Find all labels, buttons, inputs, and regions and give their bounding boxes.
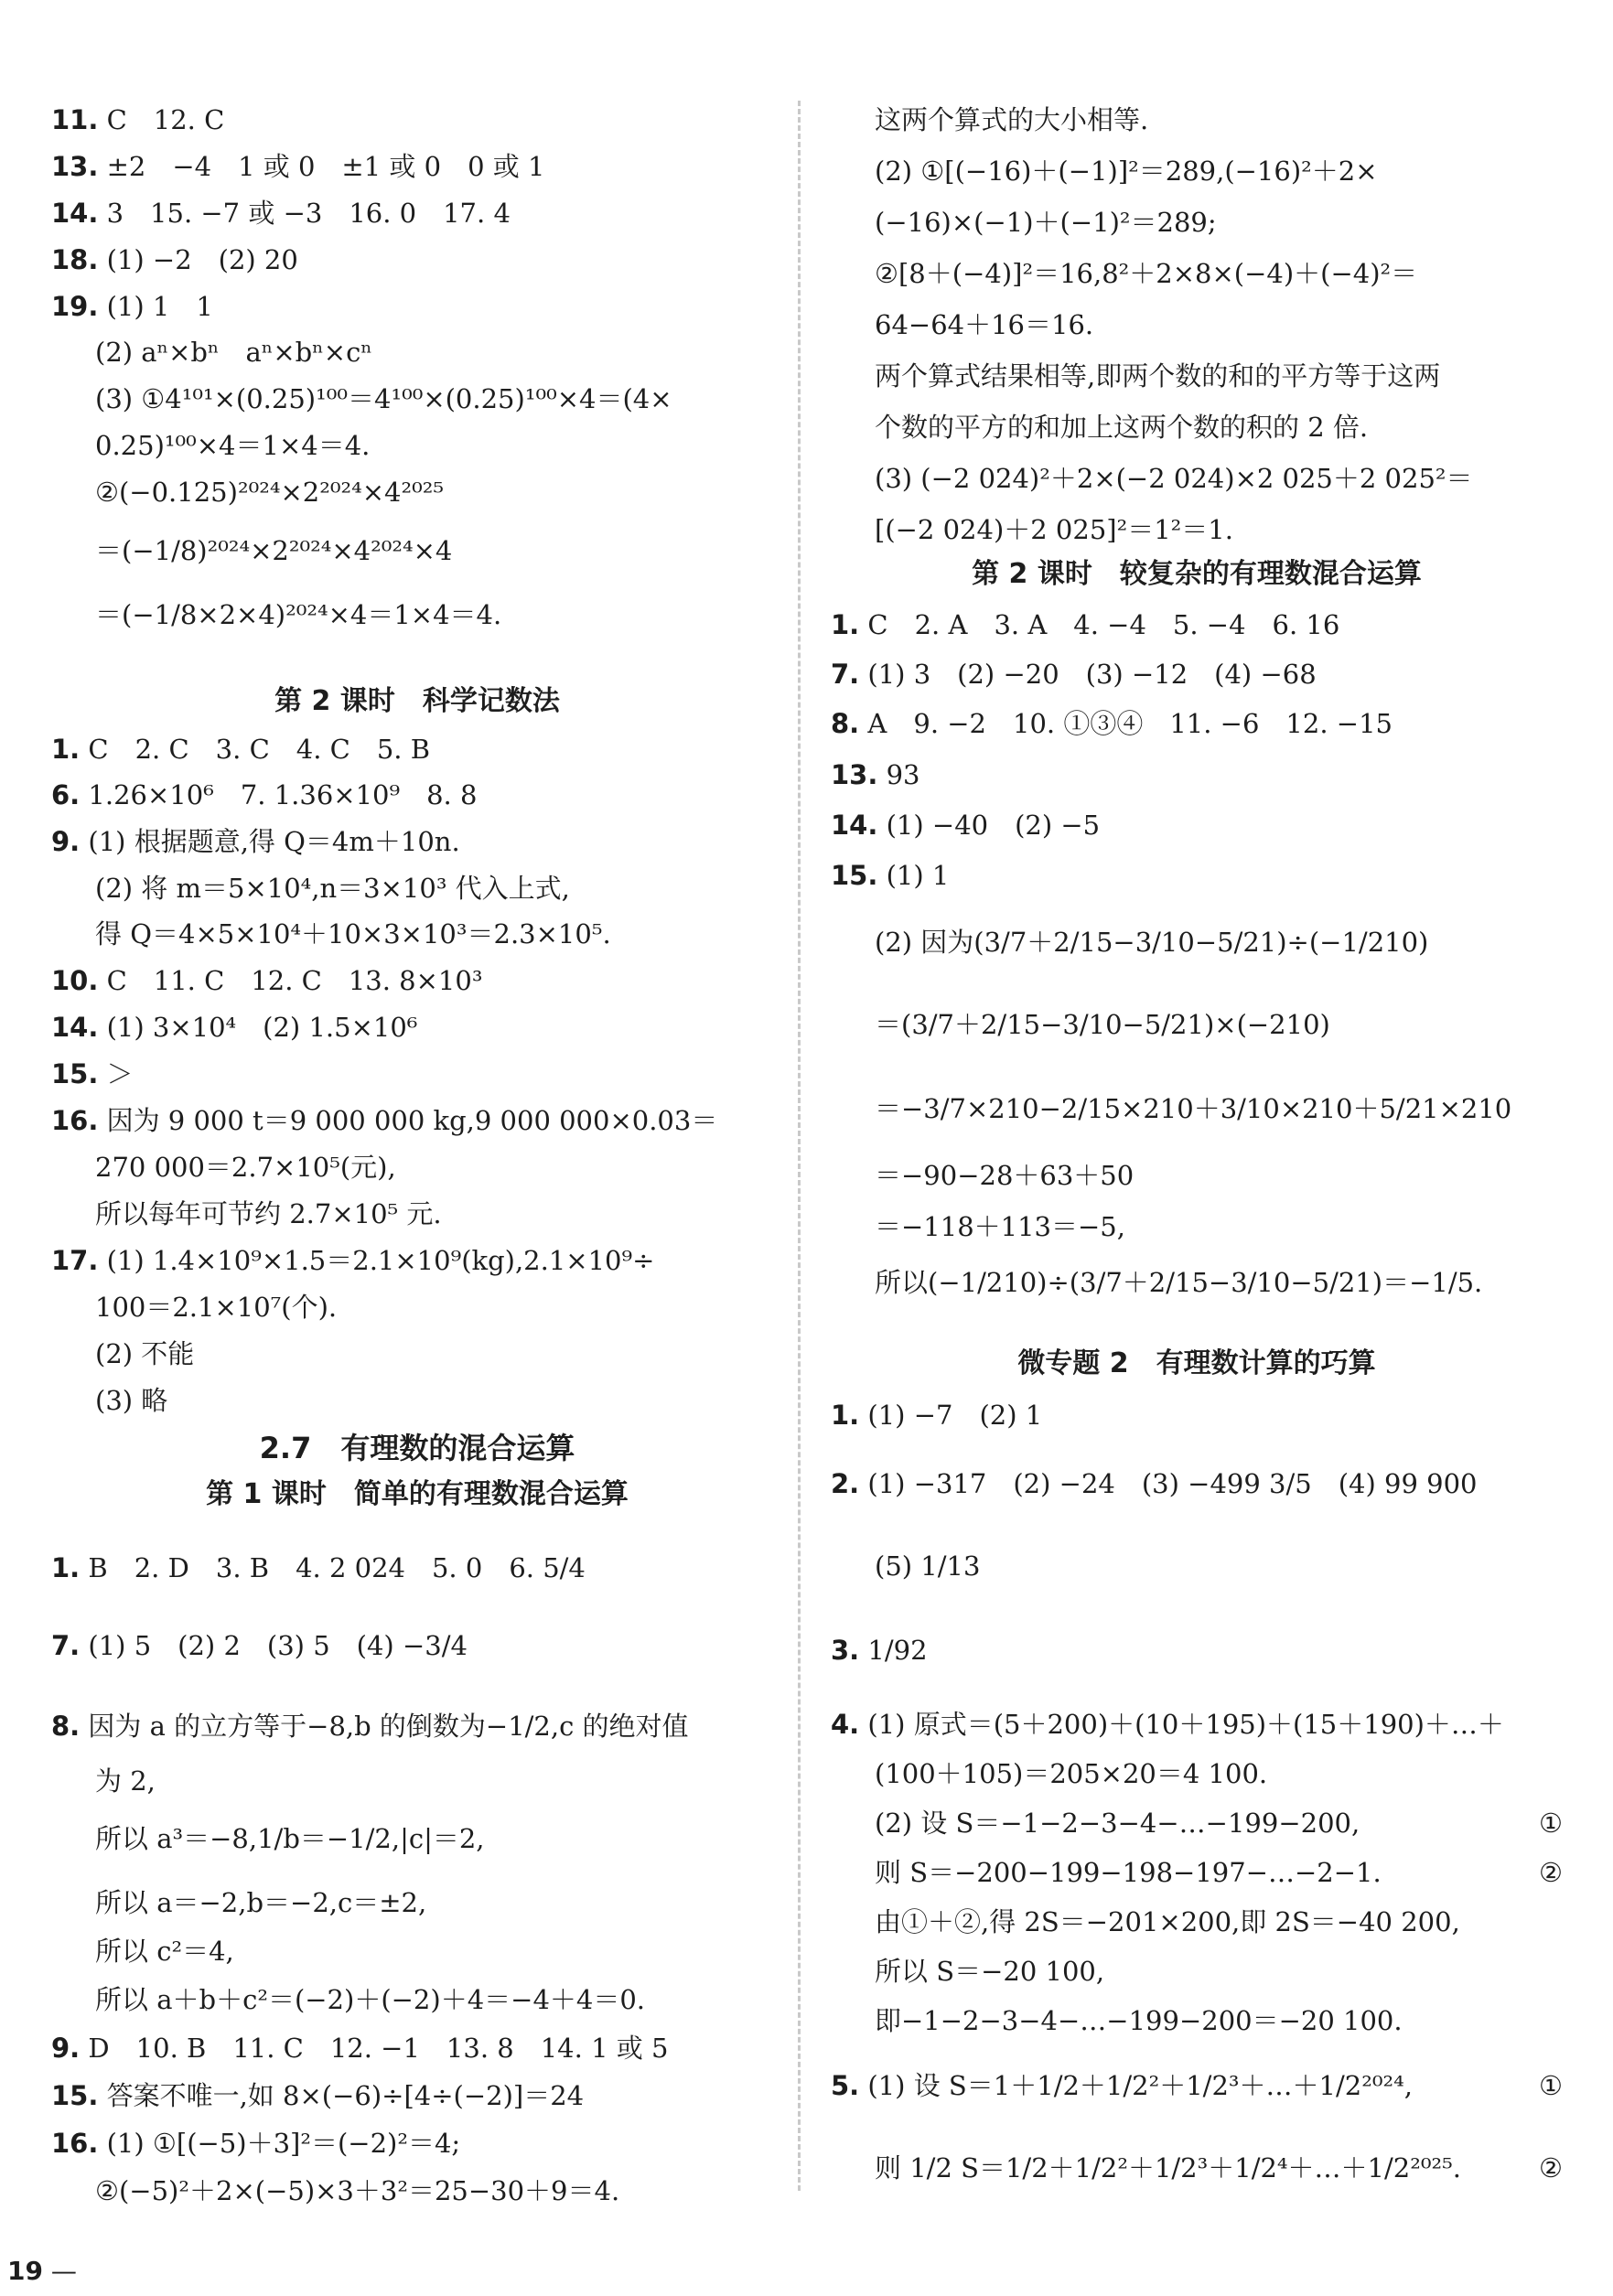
answer-line: 所以每年可节约 2.7×10⁵ 元.	[95, 1198, 442, 1229]
answer-line: (100＋105)＝205×20＝4 100.	[875, 1758, 1268, 1789]
answer-line: 两个算式结果相等,即两个数的和的平方等于这两	[875, 360, 1441, 392]
answer-line: 所以 a＝−2,b＝−2,c＝±2,	[95, 1887, 427, 1918]
answer-line: 15. ＞	[51, 1058, 134, 1089]
answer-line: 100＝2.1×10⁷(个).	[95, 1292, 338, 1323]
answer-line: 7. (1) 5 (2) 2 (3) 5 (4) −3/4	[51, 1630, 468, 1661]
answer-line: 即−1−2−3−4−…−199−200＝−20 100.	[875, 2005, 1403, 2036]
answer-line: 所以(−1/210)÷(3/7＋2/15−3/10−5/21)＝−1/5.	[875, 1267, 1483, 1298]
answer-line: 所以 a＋b＋c²＝(−2)＋(−2)＋4＝−4＋4＝0.	[95, 1984, 646, 2015]
section-heading: 第 2 课时 较复杂的有理数混合运算	[972, 558, 1422, 590]
equation-marker: ①	[1539, 2070, 1563, 2101]
answer-line: 为 2,	[95, 1765, 156, 1797]
answer-line: (2) 不能	[95, 1338, 195, 1369]
answer-line: 由①＋②,得 2S＝−201×200,即 2S＝−40 200,	[875, 1906, 1460, 1937]
answer-line: 9. D 10. B 11. C 12. −1 13. 8 14. 1 或 5	[51, 2033, 669, 2064]
footer-dash: —	[50, 2256, 77, 2286]
answer-line: (5) 1/13	[875, 1550, 981, 1582]
answer-line: 这两个算式的大小相等.	[875, 104, 1149, 135]
answer-line: ＝−118＋113＝−5,	[875, 1211, 1125, 1242]
answer-line: 4. (1) 原式＝(5＋200)＋(10＋195)＋(15＋190)＋…＋	[831, 1709, 1504, 1740]
answer-line: ＝−90−28＋63＋50	[875, 1160, 1134, 1191]
answer-line: 0.25)¹⁰⁰×4＝1×4＝4.	[95, 430, 371, 461]
answer-line: [(−2 024)＋2 025]²＝1²＝1.	[875, 514, 1233, 545]
answer-line: 19. (1) 1 1	[51, 291, 213, 322]
answer-line: ＝−3/7×210−2/15×210＋3/10×210＋5/21×210	[875, 1093, 1512, 1124]
answer-line: 1. B 2. D 3. B 4. 2 024 5. 0 6. 5/4	[51, 1552, 586, 1583]
answer-line: (2) 将 m＝5×10⁴,n＝3×10³ 代入上式,	[95, 873, 570, 904]
answer-line: 1. C 2. A 3. A 4. −4 5. −4 6. 16	[831, 609, 1340, 640]
section-heading: 第 2 课时 科学记数法	[274, 685, 560, 717]
page-footer	[7, 2256, 77, 2286]
answer-line: (2) ①[(−16)＋(−1)]²＝289,(−16)²＋2×	[875, 156, 1378, 187]
answer-line: 所以 c²＝4,	[95, 1936, 234, 1967]
equation-marker: ②	[1539, 2152, 1563, 2183]
answer-line: (3) ①4¹⁰¹×(0.25)¹⁰⁰＝4¹⁰⁰×(0.25)¹⁰⁰×4＝(4×	[95, 383, 672, 414]
answer-line: 所以 S＝−20 100,	[875, 1956, 1105, 1987]
section-heading: 微专题 2 有理数计算的巧算	[1017, 1347, 1376, 1379]
answer-line: 9. (1) 根据题意,得 Q＝4m＋10n.	[51, 826, 460, 857]
answer-line: 14. 3 15. −7 或 −3 16. 0 17. 4	[51, 198, 511, 229]
answer-line: 则 S＝−200−199−198−197−…−2−1. ②	[875, 1857, 1563, 1888]
answer-line: 270 000＝2.7×10⁵(元),	[95, 1152, 396, 1183]
equation-marker: ②	[1539, 1857, 1563, 1888]
answer-line: 7. (1) 3 (2) −20 (3) −12 (4) −68	[831, 659, 1317, 690]
answer-line: ②(−0.125)²⁰²⁴×2²⁰²⁴×4²⁰²⁵	[95, 477, 444, 508]
answer-line: (2) aⁿ×bⁿ aⁿ×bⁿ×cⁿ	[95, 337, 372, 368]
answer-line: 3. 1/92	[831, 1635, 928, 1666]
answer-line: 6. 1.26×10⁶ 7. 1.36×10⁹ 8. 8	[51, 779, 478, 810]
answer-line: ＝(3/7＋2/15−3/10−5/21)×(−210)	[875, 1009, 1330, 1040]
answer-line: 11. C 12. C	[51, 104, 225, 135]
answer-line: 10. C 11. C 12. C 13. 8×10³	[51, 965, 483, 996]
answer-line: 13. 93	[831, 759, 920, 790]
answer-line: 16. 因为 9 000 t＝9 000 000 kg,9 000 000×0.03＝	[51, 1105, 718, 1136]
answer-line: ＝(−1/8×2×4)²⁰²⁴×4＝1×4＝4.	[95, 599, 502, 630]
answer-line: 18. (1) −2 (2) 20	[51, 244, 298, 275]
answer-line: 5. (1) 设 S＝1＋1/2＋1/2²＋1/2³＋…＋1/2²⁰²⁴, ①	[831, 2056, 1563, 2115]
answer-line: 个数的平方的和加上这两个数的积的 2 倍.	[875, 412, 1369, 443]
answer-line: 则 1/2 S＝1/2＋1/2²＋1/2³＋1/2⁴＋…＋1/2²⁰²⁵. ②	[831, 2139, 1563, 2197]
answer-line: 13. ±2 −4 1 或 0 ±1 或 0 0 或 1	[51, 151, 545, 182]
answer-line: ②[8＋(−4)]²＝16,8²＋2×8×(−4)＋(−4)²＝	[875, 258, 1418, 289]
page-number: 19	[7, 2256, 43, 2286]
answer-line: 所以 a³＝−8,1/b＝−1/2,|c|＝2,	[95, 1823, 485, 1854]
answer-line: (2) 因为(3/7＋2/15−3/10−5/21)÷(−1/210)	[875, 927, 1429, 958]
answer-line: 2. (1) −317 (2) −24 (3) −499 3/5 (4) 99 900	[831, 1468, 1478, 1499]
answer-line: 15. 答案不唯一,如 8×(−6)÷[4÷(−2)]＝24	[51, 2080, 585, 2111]
answer-line: 8. 因为 a 的立方等于−8,b 的倒数为−1/2,c 的绝对值	[51, 1711, 689, 1742]
answer-line: 15. (1) 1	[831, 860, 950, 891]
answer-line: 14. (1) 3×10⁴ (2) 1.5×10⁶	[51, 1012, 418, 1043]
section-heading: 第 1 课时 简单的有理数混合运算	[206, 1478, 629, 1510]
answer-line: 14. (1) −40 (2) −5	[831, 810, 1101, 841]
answer-line: 1. C 2. C 3. C 4. C 5. B	[51, 734, 431, 765]
answer-line: 16. (1) ①[(−5)＋3]²＝(−2)²＝4;	[51, 2128, 461, 2159]
answer-line: 64−64＋16＝16.	[875, 309, 1094, 340]
answer-line: 得 Q＝4×5×10⁴＋10×3×10³＝2.3×10⁵.	[95, 918, 611, 950]
answer-line: (−16)×(−1)＋(−1)²＝289;	[875, 207, 1217, 238]
answer-line: (3) 略	[95, 1385, 168, 1416]
answer-line: 17. (1) 1.4×10⁹×1.5＝2.1×10⁹(kg),2.1×10⁹÷	[51, 1245, 655, 1276]
answer-line: ②(−5)²＋2×(−5)×3＋3²＝25−30＋9＝4.	[95, 2175, 620, 2206]
answer-line: ＝(−1/8)²⁰²⁴×2²⁰²⁴×4²⁰²⁴×4	[95, 535, 453, 566]
answer-line: (3) (−2 024)²＋2×(−2 024)×2 025＋2 025²＝	[875, 463, 1473, 494]
answer-line: 8. A 9. −2 10. ①③④ 11. −6 12. −15	[831, 708, 1393, 739]
equation-marker: ①	[1539, 1808, 1563, 1839]
answer-line: (2) 设 S＝−1−2−3−4−…−199−200, ①	[875, 1808, 1563, 1839]
answer-line: 1. (1) −7 (2) 1	[831, 1400, 1043, 1431]
section-heading: 2.7 有理数的混合运算	[259, 1431, 575, 1465]
column-divider	[798, 101, 801, 2191]
